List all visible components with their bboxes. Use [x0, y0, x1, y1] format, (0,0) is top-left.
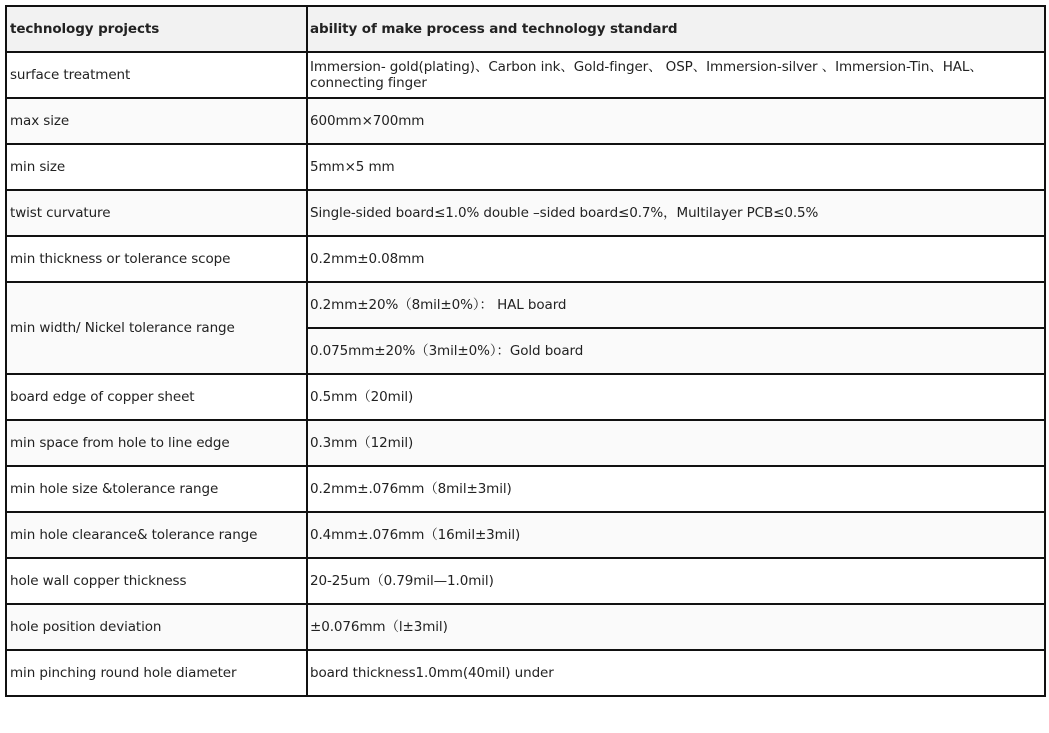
- row-value: 5mm×5 mm: [307, 144, 1045, 190]
- row-label: min width/ Nickel tolerance range: [6, 282, 307, 374]
- spec-table: [5, 5, 1046, 697]
- table-row: [6, 466, 1045, 512]
- row-value: 0.4mm±.076mm（16mil±3mil): [307, 512, 1045, 558]
- row-value: Single-sided board≤1.0% double –sided board≤0.7%，Multilayer PCB≤0.5%: [307, 190, 1045, 236]
- row-value: 0.3mm（12mil): [307, 420, 1045, 466]
- row-value: 0.5mm（20mil): [307, 374, 1045, 420]
- row-label: max size: [6, 98, 307, 144]
- row-label: min hole size &tolerance range: [6, 466, 307, 512]
- table-header-row: [6, 6, 1045, 52]
- table-row: [6, 144, 1045, 190]
- row-label: min space from hole to line edge: [6, 420, 307, 466]
- table-row: [6, 604, 1045, 650]
- table-row: [6, 98, 1045, 144]
- table-row: [6, 236, 1045, 282]
- table-row: [6, 282, 1045, 328]
- row-label: hole wall copper thickness: [6, 558, 307, 604]
- row-value: 0.2mm±0.08mm: [307, 236, 1045, 282]
- row-label: min thickness or tolerance scope: [6, 236, 307, 282]
- row-label: board edge of copper sheet: [6, 374, 307, 420]
- table-row: [6, 190, 1045, 236]
- table-row: [6, 374, 1045, 420]
- row-label: twist curvature: [6, 190, 307, 236]
- row-value: board thickness1.0mm(40mil) under: [307, 650, 1045, 696]
- row-value: Immersion- gold(plating)、Carbon ink、Gold-finger、 OSP、Immersion-silver 、Immersion-Tin、HAL、connecting finger: [307, 52, 1045, 98]
- row-value: 20-25um（0.79mil—1.0mil): [307, 558, 1045, 604]
- row-value: ±0.076mm（l±3mil): [307, 604, 1045, 650]
- row-label: min pinching round hole diameter: [6, 650, 307, 696]
- row-value: 0.2mm±.076mm（8mil±3mil): [307, 466, 1045, 512]
- table-row: [6, 420, 1045, 466]
- row-label: min hole clearance& tolerance range: [6, 512, 307, 558]
- row-label: hole position deviation: [6, 604, 307, 650]
- row-label: min size: [6, 144, 307, 190]
- row-value-secondary: 0.075mm±20%（3mil±0%）：Gold board: [307, 328, 1045, 374]
- header-technology-projects: technology projects: [6, 6, 307, 52]
- table-row: [6, 512, 1045, 558]
- row-value: 600mm×700mm: [307, 98, 1045, 144]
- table-row: [6, 650, 1045, 696]
- table-row: [6, 558, 1045, 604]
- table-row: [6, 52, 1045, 98]
- row-value: 0.2mm±20%（8mil±0%）： HAL board: [307, 282, 1045, 328]
- header-ability-standard: ability of make process and technology standard: [307, 6, 1045, 52]
- row-label: surface treatment: [6, 52, 307, 98]
